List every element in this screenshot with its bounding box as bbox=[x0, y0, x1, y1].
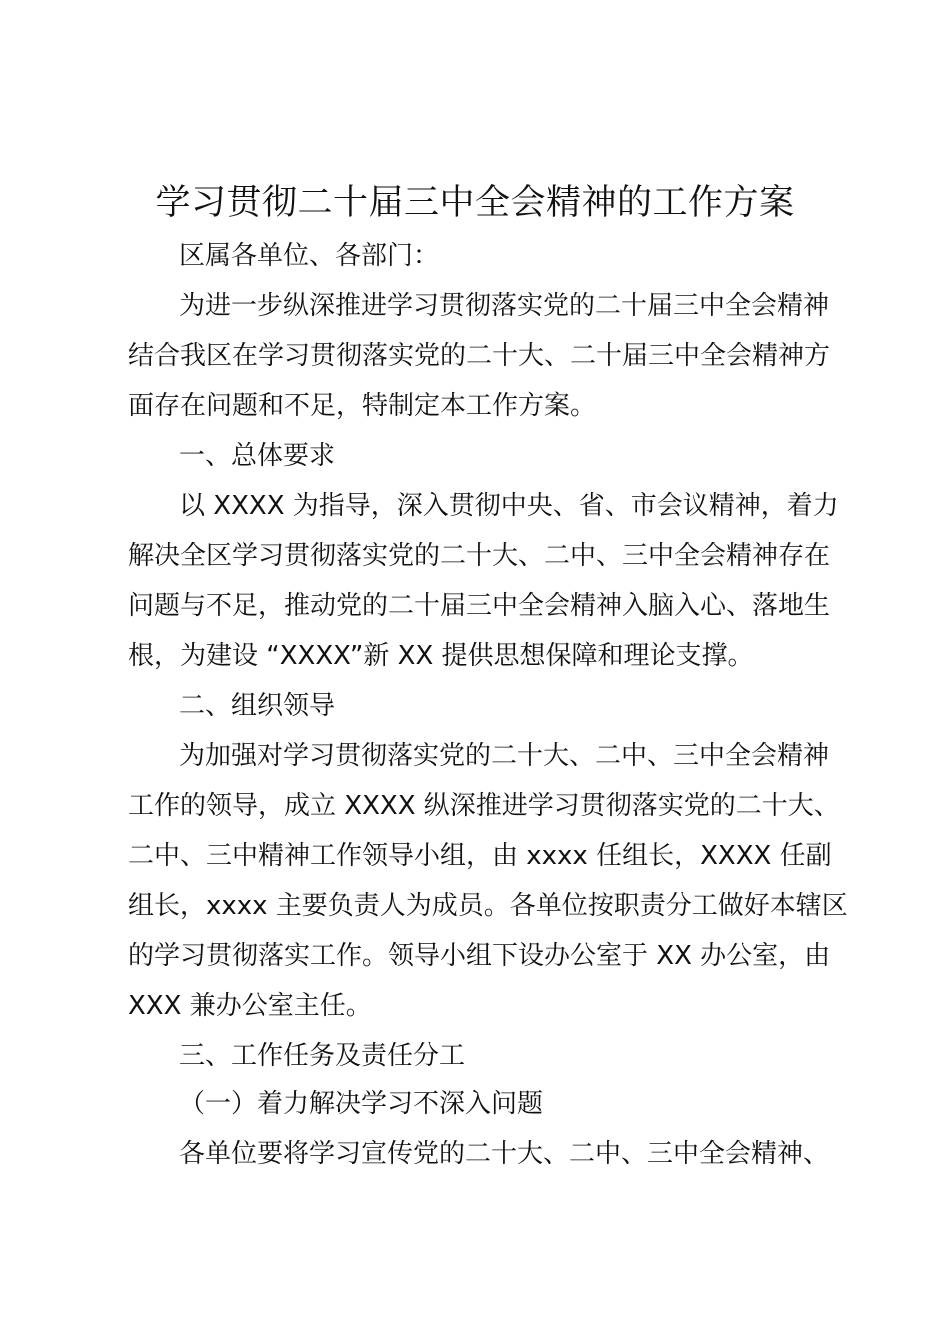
section2-line-4: 组长，xxxx 主要负责人为成员。各单位按职责分工做好本辖区 bbox=[128, 891, 848, 921]
section1-line-2: 解决全区学习贯彻落实党的二十大、二中、三中全会精神存在 bbox=[128, 541, 831, 571]
section2-line-6: XXX 兼办公室主任。 bbox=[128, 991, 372, 1021]
section-heading-1: 一、总体要求 bbox=[179, 441, 336, 471]
section2-line-2: 工作的领导，成立 XXXX 纵深推进学习贯彻落实党的二十大、 bbox=[128, 791, 840, 821]
section-heading-3: 三、工作任务及责任分工 bbox=[179, 1041, 466, 1071]
section1-line-1: 以 XXXX 为指导，深入贯彻中央、省、市会议精神，着力 bbox=[179, 491, 839, 521]
section-heading-2: 二、组织领导 bbox=[179, 691, 336, 721]
section2-line-1: 为加强对学习贯彻落实党的二十大、二中、三中全会精神 bbox=[179, 741, 830, 771]
intro-line-2: 结合我区在学习贯彻落实党的二十大、二十届三中全会精神方 bbox=[128, 341, 831, 371]
intro-line-1: 为进一步纵深推进学习贯彻落实党的二十届三中全会精神 bbox=[179, 291, 830, 321]
subsection-heading-1: （一）着力解决学习不深入问题 bbox=[179, 1089, 544, 1119]
salutation: 区属各单位、各部门： bbox=[179, 241, 440, 271]
section2-line-3: 二中、三中精神工作领导小组，由 xxxx 任组长，XXXX 任副 bbox=[128, 841, 832, 871]
document-title: 学习贯彻二十届三中全会精神的工作方案 bbox=[155, 183, 795, 223]
section2-line-5: 的学习贯彻落实工作。领导小组下设办公室于 XX 办公室，由 bbox=[128, 941, 831, 971]
intro-line-3: 面存在问题和不足，特制定本工作方案。 bbox=[128, 391, 597, 421]
section1-line-4: 根，为建设 “XXXX”新 XX 提供思想保障和理论支撑。 bbox=[128, 641, 754, 671]
subsection1-line-1: 各单位要将学习宣传党的二十大、二中、三中全会精神、 bbox=[179, 1139, 830, 1169]
section1-line-3: 问题与不足，推动党的二十届三中全会精神入脑入心、落地生 bbox=[128, 591, 831, 621]
